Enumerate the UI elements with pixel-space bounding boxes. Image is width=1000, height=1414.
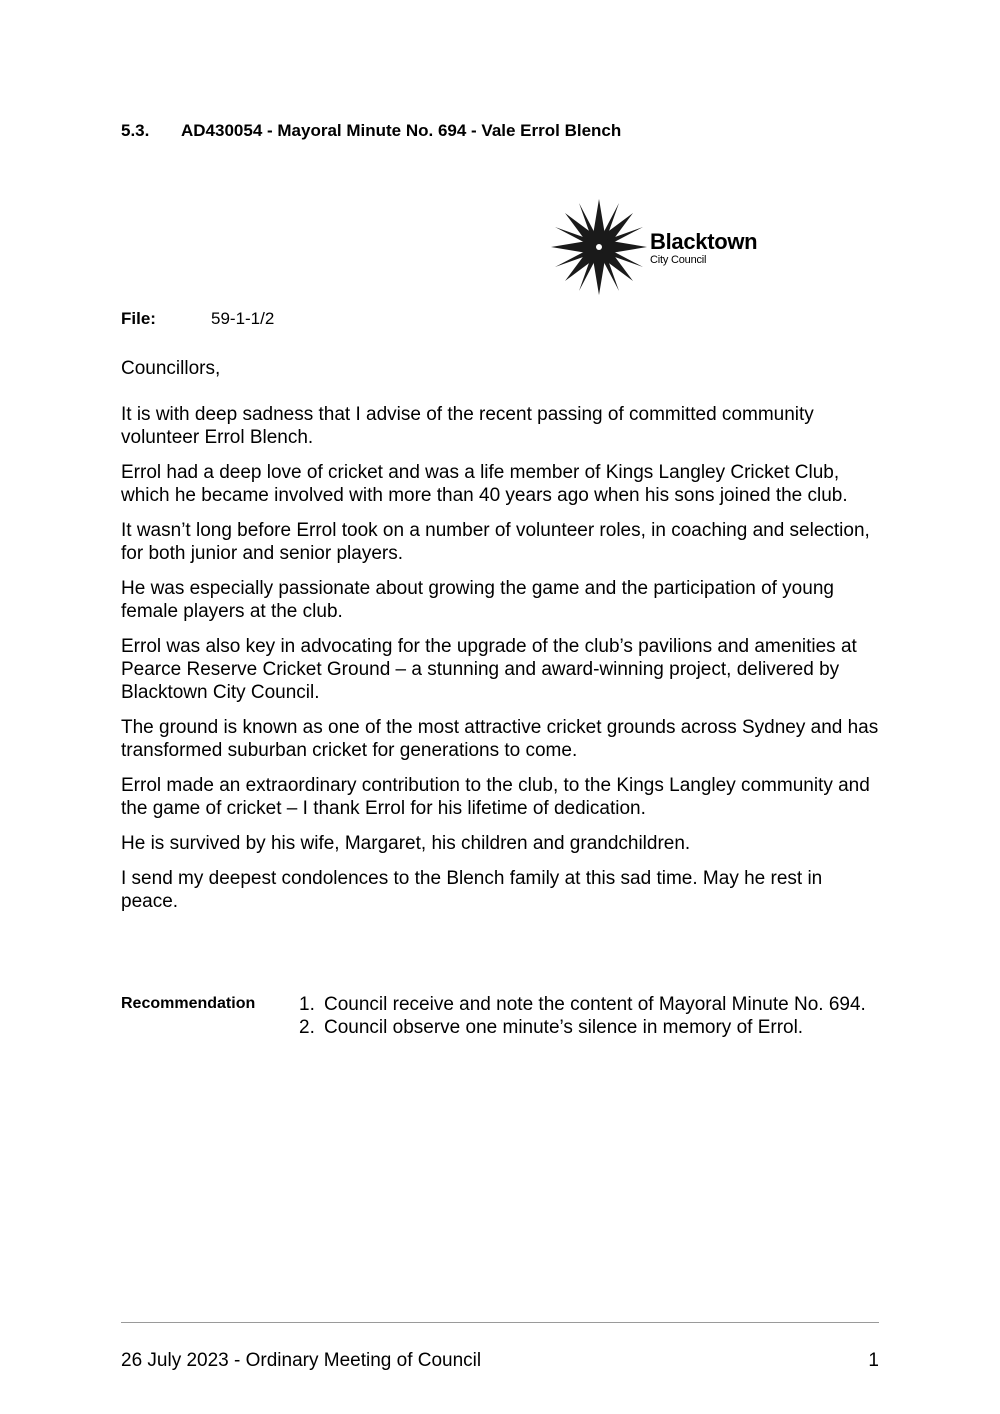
blacktown-logo [544, 195, 766, 303]
file-reference [121, 309, 274, 329]
item-number: 5.3. [121, 121, 150, 140]
salutation: Councillors, [121, 358, 221, 379]
paragraph: It wasn’t long before Errol took on a number of volunteer roles, in coaching and selection, for both junior and senior players. [121, 520, 870, 564]
recommendation-list [299, 993, 879, 1039]
item-heading [121, 121, 621, 141]
minute-body [121, 357, 881, 925]
star-emblem-icon [549, 197, 649, 297]
paragraph: He is survived by his wife, Margaret, his children and grandchildren. [121, 833, 691, 854]
meeting-info: 26 July 2023 - Ordinary Meeting of Council [121, 1350, 482, 1371]
file-number: 59-1-1/2 [211, 309, 275, 328]
paragraph: He was especially passionate about growing the game and the participation of young female players at the club. [121, 578, 834, 622]
logo-subname: City Council [650, 254, 707, 266]
recommendation-number: 1. [299, 994, 315, 1015]
recommendation-item [299, 993, 879, 1016]
recommendation-label: Recommendation [121, 995, 256, 1012]
recommendation-text: Council observe one minute’s silence in memory of Errol. [324, 1017, 804, 1038]
page-number: 1 [868, 1350, 879, 1371]
footer-divider [121, 1322, 879, 1323]
page-footer [121, 1350, 879, 1372]
paragraph: The ground is known as one of the most attractive cricket grounds across Sydney and has transformed suburban cricket for generations to come. [121, 717, 879, 761]
recommendation-item [299, 1016, 879, 1039]
item-title: AD430054 - Mayoral Minute No. 694 - Vale Errol Blench [181, 121, 622, 140]
paragraph: Errol was also key in advocating for the upgrade of the club’s pavilions and amenities at Pearce Reserve Cricket Ground – a stunning and award-winning project, delivered by Blacktown City Council. [121, 636, 857, 703]
file-label: File: [121, 309, 156, 328]
paragraph: It is with deep sadness that I advise of the recent passing of committed community volunteer Errol Blench. [121, 404, 814, 448]
recommendation-number: 2. [299, 1017, 315, 1038]
recommendation-text: Council receive and note the content of Mayoral Minute No. 694. [324, 994, 866, 1015]
paragraph: Errol made an extraordinary contribution to the club, to the Kings Langley community and the game of cricket – I thank Errol for his lifetime of dedication. [121, 775, 870, 819]
paragraph: I send my deepest condolences to the Blench family at this sad time. May he rest in peace. [121, 868, 823, 912]
paragraph: Errol had a deep love of cricket and was a life member of Kings Langley Cricket Club, which he became involved with more than 40 years ago when his sons joined the club. [121, 462, 848, 506]
logo-name: Blacktown [650, 229, 758, 254]
